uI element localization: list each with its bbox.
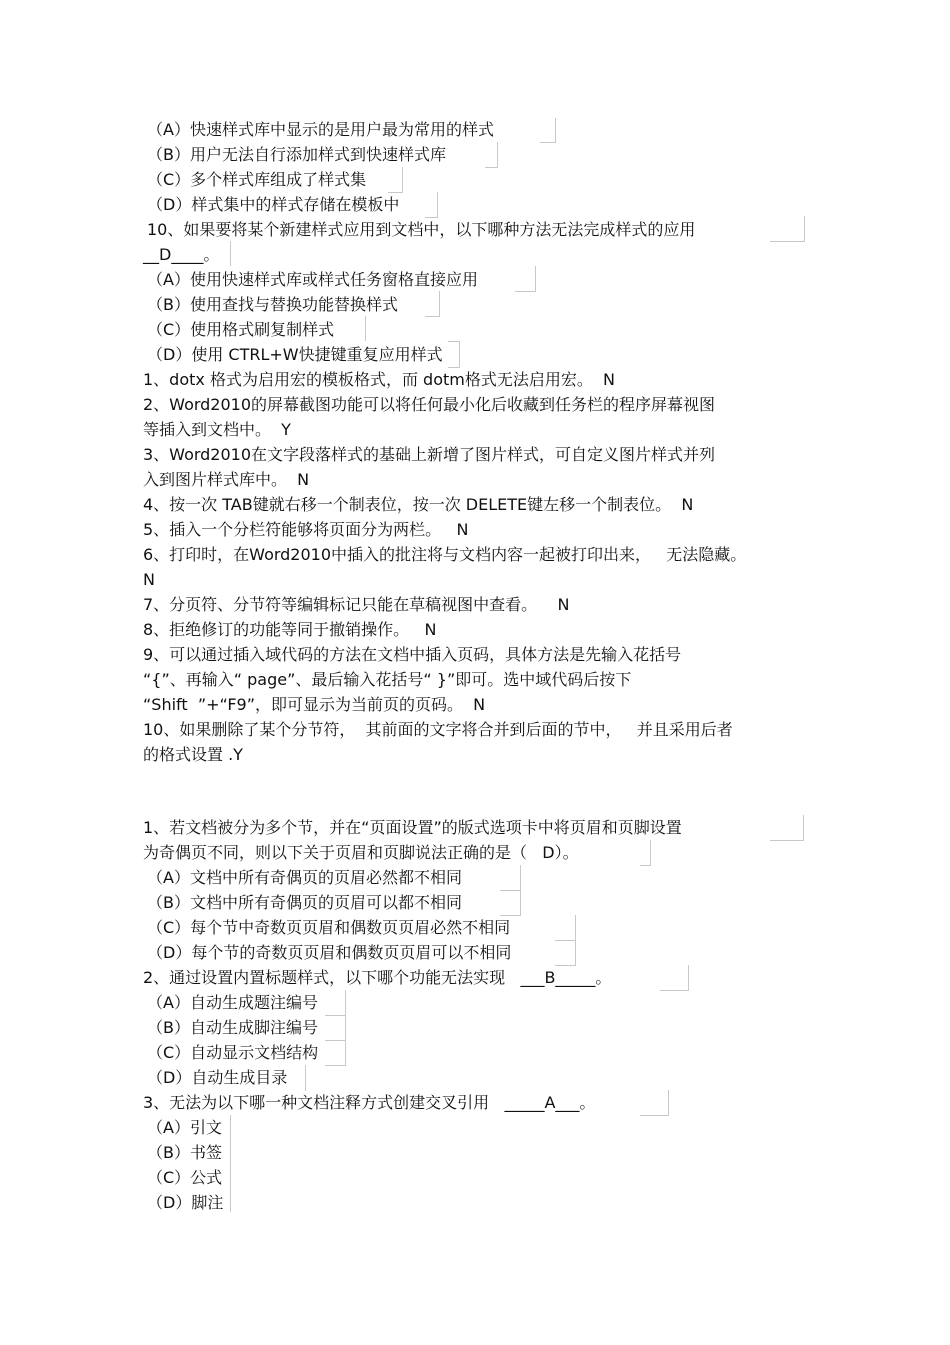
s2-q1-option-c: （C）每个节中奇数页页眉和偶数页页眉必然不相同 bbox=[147, 918, 511, 937]
box-line bbox=[425, 291, 440, 317]
judgement-line: “Shift ”+“F9”，即可显示为当前页的页码。 N bbox=[143, 695, 486, 714]
box-line bbox=[660, 965, 689, 991]
box-line bbox=[388, 167, 403, 193]
judgement-line: 10、如果删除了某个分节符， 其前面的文字将合并到后面的节中， 并且采用后者 bbox=[143, 720, 733, 739]
judgement-line: 的格式设置 .Y bbox=[143, 745, 243, 764]
box-line bbox=[230, 241, 231, 266]
q9-option-b: （B）用户无法自行添加样式到快速样式库 bbox=[147, 145, 446, 164]
box-line bbox=[230, 1115, 231, 1212]
box-line bbox=[365, 316, 366, 341]
q9-option-c: （C）多个样式库组成了样式集 bbox=[147, 170, 367, 189]
box-line bbox=[640, 840, 651, 866]
s2-q3-option-c: （C）公式 bbox=[147, 1168, 223, 1187]
box-line bbox=[305, 1065, 306, 1091]
box-line bbox=[555, 915, 576, 941]
box-line bbox=[500, 865, 521, 891]
s2-q2-option-a: （A）自动生成题注编号 bbox=[147, 993, 318, 1012]
box-line bbox=[770, 216, 805, 242]
box-line bbox=[500, 890, 521, 916]
judgement-line: 4、按一次 TAB键就右移一个制表位，按一次 DELETE键左移一个制表位。 N bbox=[143, 495, 694, 514]
judgement-line: 3、Word2010在文字段落样式的基础上新增了图片样式，可自定义图片样式并列 bbox=[143, 445, 716, 464]
q10-answer: __D____。 bbox=[143, 245, 220, 264]
judgement-line: “{”、再输入“ page”、最后输入花括号“ }”即可。选中域代码后按下 bbox=[143, 670, 632, 689]
q9-option-a: （A）快速样式库中显示的是用户最为常用的样式 bbox=[147, 120, 494, 139]
q10-option-d: （D）使用 CTRL+W快捷键重复应用样式 bbox=[147, 345, 443, 364]
box-line bbox=[555, 940, 576, 966]
box-line bbox=[640, 1090, 669, 1116]
s2-q3-text: 3、无法为以下哪一种文档注释方式创建交叉引用 _____A___。 bbox=[143, 1093, 596, 1112]
s2-q1-text: 1、若文档被分为多个节，并在“页面设置”的版式选项卡中将页眉和页脚设置 bbox=[143, 818, 682, 837]
q10-text: 10、如果要将某个新建样式应用到文档中，以下哪种方法无法完成样式的应用 bbox=[147, 220, 696, 239]
judgement-line: 等插入到文档中。 Y bbox=[143, 420, 291, 439]
s2-q2-text: 2、通过设置内置标题样式，以下哪个功能无法实现 ___B_____。 bbox=[143, 968, 612, 987]
s2-q2-option-b: （B）自动生成脚注编号 bbox=[147, 1018, 318, 1037]
q10-option-b: （B）使用查找与替换功能替换样式 bbox=[147, 295, 398, 314]
q10-option-c: （C）使用格式刷复制样式 bbox=[147, 320, 335, 339]
judgement-line: 9、可以通过插入域代码的方法在文档中插入页码，具体方法是先输入花括号 bbox=[143, 645, 682, 664]
s2-q1-option-b: （B）文档中所有奇偶页的页眉可以都不相同 bbox=[147, 893, 462, 912]
judgement-line: 7、分页符、分节符等编辑标记只能在草稿视图中查看。 N bbox=[143, 595, 570, 614]
s2-q2-option-d: （D）自动生成目录 bbox=[147, 1068, 288, 1087]
box-line bbox=[770, 815, 804, 841]
judgement-line: 2、Word2010的屏幕截图功能可以将任何最小化后收藏到任务栏的程序屏幕视图 bbox=[143, 395, 716, 414]
judgement-line: 8、拒绝修订的功能等同于撤销操作。 N bbox=[143, 620, 437, 639]
box-line bbox=[325, 990, 346, 1016]
box-line bbox=[540, 118, 556, 143]
s2-q3-option-d: （D）脚注 bbox=[147, 1193, 224, 1212]
s2-q1-text-cont: 为奇偶页不同，则以下关于页眉和页脚说法正确的是（ D）。 bbox=[143, 843, 579, 862]
s2-q1-option-a: （A）文档中所有奇偶页的页眉必然都不相同 bbox=[147, 868, 462, 887]
box-line bbox=[485, 142, 498, 168]
q10-option-a: （A）使用快速样式库或样式任务窗格直接应用 bbox=[147, 270, 478, 289]
box-line bbox=[325, 1040, 346, 1066]
box-line bbox=[325, 1015, 346, 1041]
box-line bbox=[515, 266, 536, 292]
judgement-line: 5、插入一个分栏符能够将页面分为两栏。 N bbox=[143, 520, 469, 539]
s2-q3-option-b: （B）书签 bbox=[147, 1143, 222, 1162]
s2-q1-option-d: （D）每个节的奇数页页眉和偶数页页眉可以不相同 bbox=[147, 943, 512, 962]
judgement-line: N bbox=[143, 570, 155, 589]
s2-q2-option-c: （C）自动显示文档结构 bbox=[147, 1043, 319, 1062]
judgement-line: 1、dotx 格式为启用宏的模板格式，而 dotm格式无法启用宏。 N bbox=[143, 370, 615, 389]
judgement-line: 6、打印时，在Word2010中插入的批注将与文档内容一起被打印出来， 无法隐藏。 bbox=[143, 545, 747, 564]
box-line bbox=[425, 192, 438, 218]
q9-option-d: （D）样式集中的样式存储在模板中 bbox=[147, 195, 400, 214]
box-line bbox=[448, 341, 460, 368]
judgement-line: 入到图片样式库中。 N bbox=[143, 470, 310, 489]
s2-q3-option-a: （A）引文 bbox=[147, 1118, 222, 1137]
